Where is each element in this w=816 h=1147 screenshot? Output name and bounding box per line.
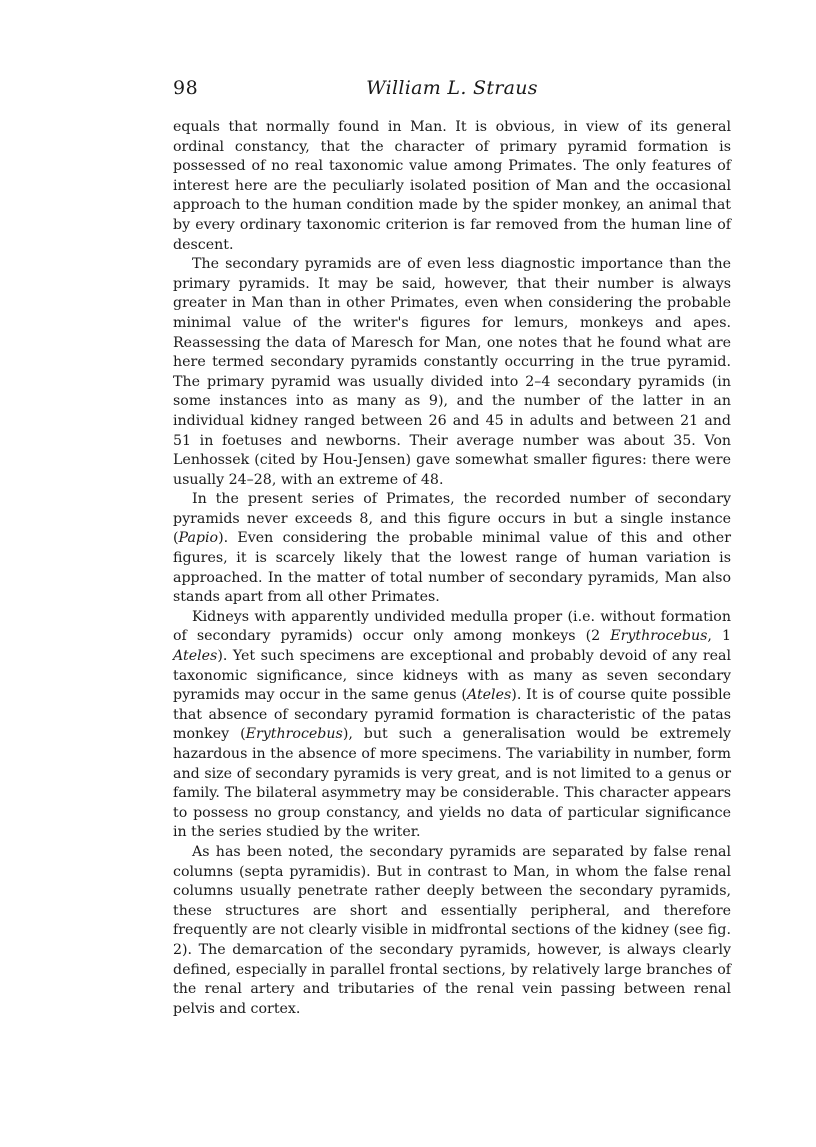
genus-name: Ateles [173,648,218,665]
paragraph-text-segment: ). Yet such specimens are exceptional and probably devoid of any real taxonomic significance, since kidneys with as many as seven secondary pyramids may occur in the same genus ( [173,648,731,704]
paragraph-text-segment: ). It is of course quite possible that absence of secondary pyramid formation is characteristic of the patas monkey ( [173,687,731,743]
page-number: 98 [173,77,199,99]
paragraph-text-segment: ), but such a generalisation would be extremely hazardous in the absence of more specimens. The variability in number, form and size of secondary pyramids is very great, and is not limited to a genus or family. The bilateral asymmetry may be considerable. This character appears to possess no group constancy, and yields no data of particular significance in the series studied by the writer. [173,726,732,841]
article-body [173,118,731,1019]
paragraph-false-renal-columns: As has been noted, the secondary pyramids are separated by false renal columns (septa pyramidis). But in contrast to Man, in whom the false renal columns usually penetrate rather deeply between the secondary pyramids, these structures are short and essentially peripheral, and therefore frequently are not clearly visible in midfrontal sections of the kidney (see fig. 2). The demarcation of the secondary pyramids, however, is always clearly defined, especially in parallel frontal sections, by relatively large branches of the renal artery and tributaries of the renal vein passing between renal pelvis and cortex. [173,843,731,1017]
paragraph-present-series [173,490,731,608]
paragraph-continuation: equals that normally found in Man. It is obvious, in view of its general ordinal constancy, that the character of primary pyramid formation is possessed of no real taxonomic value among Primates. The only features of interest here are the peculiarly isolated position of Man and the occasional approach to the human condition made by the spider monkey, an animal that by every ordinary taxonomic criterion is far removed from the human line of descent. [173,119,731,253]
genus-name: Erythrocebus [245,726,343,743]
running-head [173,77,731,103]
paragraph-text-segment: ). Even considering the probable minimal value of this and other figures, it is scarcely likely that the lowest range of human variation is approached. In the matter of total number of secondary pyramids, Man also stands apart from all other Primates. [173,530,731,606]
paragraph-text-segment: Kidneys with apparently undivided medulla proper (i.e. without formation of secondary pyramids) occur only among monkeys (2 [173,608,731,645]
genus-name: Papio [178,530,219,547]
paragraph-text-segment: In the present series of Primates, the recorded number of secondary pyramids never exceeds 8, and this figure occurs in but a single instance ( [173,491,731,547]
paragraph-text-segment: , 1 [707,628,732,645]
paragraph-secondary-pyramids: The secondary pyramids are of even less diagnostic importance than the primary pyramids. It may be said, however, that their number is always greater in Man than in other Primates, even when considering the probable minimal value of the writer's figures for lemurs, monkeys and apes. Reassessing the data of Maresch for Man, one notes that he found what are here termed secondary pyramids constantly occurring in the true pyramid. The primary pyramid was usually divided into 2–4 secondary pyramids (in some instances into as many as 9), and the number of the latter in an individual kidney ranged between 26 and 45 in adults and between 21 and 51 in foetuses and newborns. Their average number was about 35. Von Lenhossek (cited by Hou-Jensen) gave somewhat smaller figures: there were usually 24–28, with an extreme of 48. [173,256,731,488]
paragraph-undivided-medulla [173,608,731,843]
running-head-author: William L. Straus [366,77,538,99]
genus-name: Ateles [466,687,512,704]
genus-name: Erythrocebus [610,628,708,645]
